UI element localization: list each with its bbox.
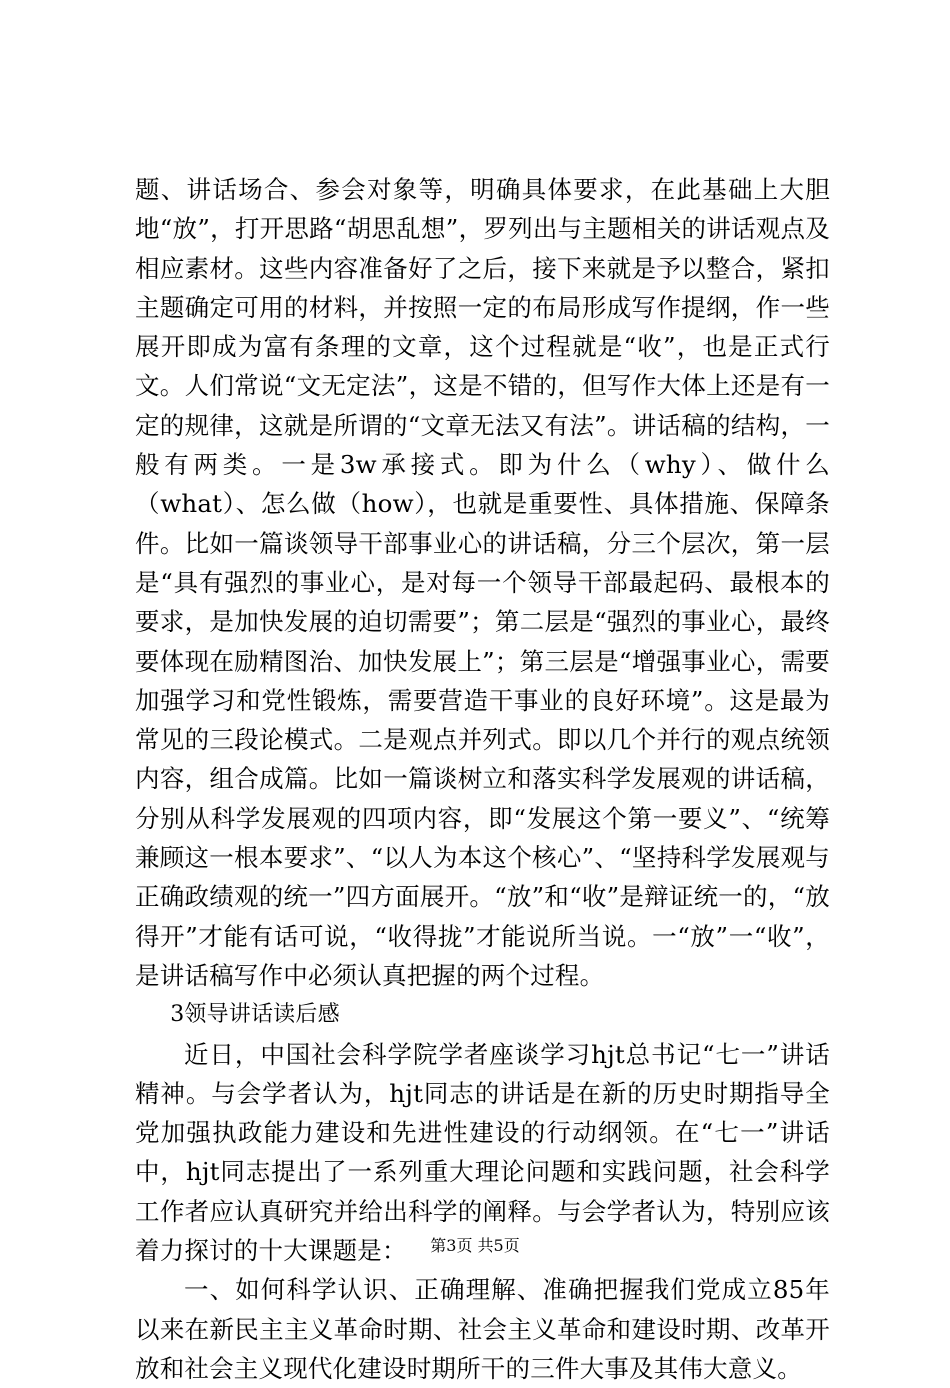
section-heading: 3领导讲话读后感 [170, 1002, 340, 1028]
body-paragraph: 一、如何科学认识、正确理解、准确把握我们党成立85年以来在新民主主义革命时期、社会主义革命和建设时期、改革开放和社会主义现代化建设时期所干的三件大事及其伟大意义。 [135, 1275, 830, 1383]
page-number-footer: 第3页 共5页 [430, 1236, 520, 1255]
body-paragraph: 题、讲话场合、参会对象等，明确具体要求，在此基础上大胆地“放”，打开思路“胡思乱想”，罗列出与主题相关的讲话观点及相应素材。这些内容准备好了之后，接下来就是予以整合，紧扣主题确定可用的材料，并按照一定的布局形成写作提纲，作一些展开即成为富有条理的文章，这个过程就是“收”，也是正式行文。人们常说“文无定法”，这是不错的，但写作大体上还是有一定的规律，这就是所谓的“文章无法又有法”。讲话稿的结构，一般有两类。一是3w承接式。即为什么（why）、做什么（what）、怎么做（how），也就是重要性、具体措施、保障条件。比如一篇谈领导干部事业心的讲话稿，分三个层次，第一层是“具有强烈的事业心，是对每一个领导干部最起码、最根本的要求，是加快发展的迫切需要”；第二层是“强烈的事业心，最终要体现在励精图治、加快发展上”；第三层是“增强事业心，需要加强学习和党性锻炼，需要营造干事业的良好环境”。这是最为常见的三段论模式。二是观点并列式。即以几个并行的观点统领内容，组合成篇。比如一篇谈树立和落实科学发展观的讲话稿，分别从科学发展观的四项内容，即“发展这个第一要义”、“统筹兼顾这一根本要求”、“以人为本这个核心”、“坚持科学发展观与正确政绩观的统一”四方面展开。“放”和“收”是辩证统一的，“放得开”才能有话可说，“收得拢”才能说所当说。一“放”一“收”，是讲话稿写作中必须认真把握的两个过程。 [135, 175, 830, 990]
body-paragraph: 近日，中国社会科学院学者座谈学习hjt总书记“七一”讲话精神。与会学者认为，hjt同志的讲话是在新的历史时期指导全党加强执政能力建设和先进性建设的行动纲领。在“七一”讲话中，hjt同志提出了一系列重大理论问题和实践问题，社会科学工作者应认真研究并给出科学的阐释。与会学者认为，特别应该着力探讨的十大课题是： [135, 1039, 830, 1266]
document-body [135, 170, 830, 1388]
